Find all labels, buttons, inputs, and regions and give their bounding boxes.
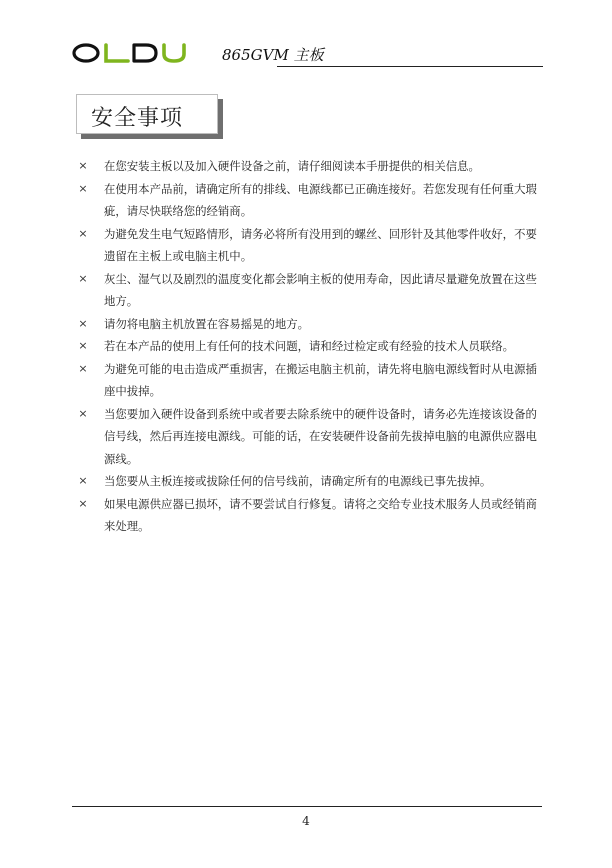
list-item-text: 如果电源供应器已损坏，请不要尝试自行修复。请将之交给专业技术服务人员或经销商来处理。 [104, 496, 537, 533]
list-item-text: 当您要加入硬件设备到系统中或者要去除系统中的硬件设备时，请务必先连接该设备的信号线，然后再连接电源线。可能的话，在安装硬件设备前先拔掉电脑的电源供应器电源线。 [104, 406, 537, 466]
list-item-text: 灰尘、湿气以及剧烈的温度变化都会影响主板的使用寿命，因此请尽量避免放置在这些地方。 [104, 271, 537, 308]
bullet-x-icon: × [78, 316, 88, 330]
list-item [76, 403, 540, 471]
list-item [76, 335, 540, 358]
bullet-x-icon: × [78, 361, 88, 375]
list-item [76, 313, 540, 336]
list-item [76, 178, 540, 223]
header-divider [277, 66, 543, 67]
list-item [76, 155, 540, 178]
bullet-x-icon: × [78, 181, 88, 195]
list-item [76, 493, 540, 538]
list-item-text: 为避免发生电气短路情形，请务必将所有没用到的螺丝、回形针及其他零件收好，不要遗留在主板上或电脑主机中。 [104, 226, 537, 263]
bullet-x-icon: × [78, 159, 88, 172]
safety-list [76, 155, 540, 538]
list-item-text: 请勿将电脑主机放置在容易摇晃的地方。 [104, 316, 310, 331]
list-item [76, 223, 540, 268]
list-item-text: 在使用本产品前，请确定所有的排线、电源线都已正确连接好。若您发现有任何重大瑕疵，请尽快联络您的经销商。 [104, 181, 537, 218]
list-item-text: 为避免可能的电击造成严重损害，在搬运电脑主机前，请先将电脑电源线暂时从电源插座中拔掉。 [104, 361, 537, 398]
list-item-text: 若在本产品的使用上有任何的技术问题，请和经过检定或有经验的技术人员联络。 [104, 339, 515, 353]
bullet-x-icon: × [78, 474, 88, 487]
bullet-x-icon: × [78, 406, 88, 420]
section-title: 安全事项 [91, 106, 184, 131]
model-title: 865GVM 主板 [222, 46, 324, 64]
bullet-x-icon: × [78, 496, 88, 510]
list-item [76, 470, 540, 493]
list-item [76, 268, 540, 313]
section-title-box [76, 94, 218, 134]
bullet-x-icon: × [78, 271, 88, 285]
list-item-text: 当您要从主板连接或拔除任何的信号线前，请确定所有的电源线已事先拔掉。 [104, 474, 492, 488]
page-header [72, 34, 542, 74]
bullet-x-icon: × [78, 339, 88, 352]
footer-divider [72, 806, 542, 807]
page-number: 4 [302, 814, 310, 828]
list-item [76, 358, 540, 403]
brand-logo [72, 40, 192, 66]
bullet-x-icon: × [78, 226, 88, 240]
list-item-text: 在您安装主板以及加入硬件设备之前，请仔细阅读本手册提供的相关信息。 [104, 159, 480, 173]
